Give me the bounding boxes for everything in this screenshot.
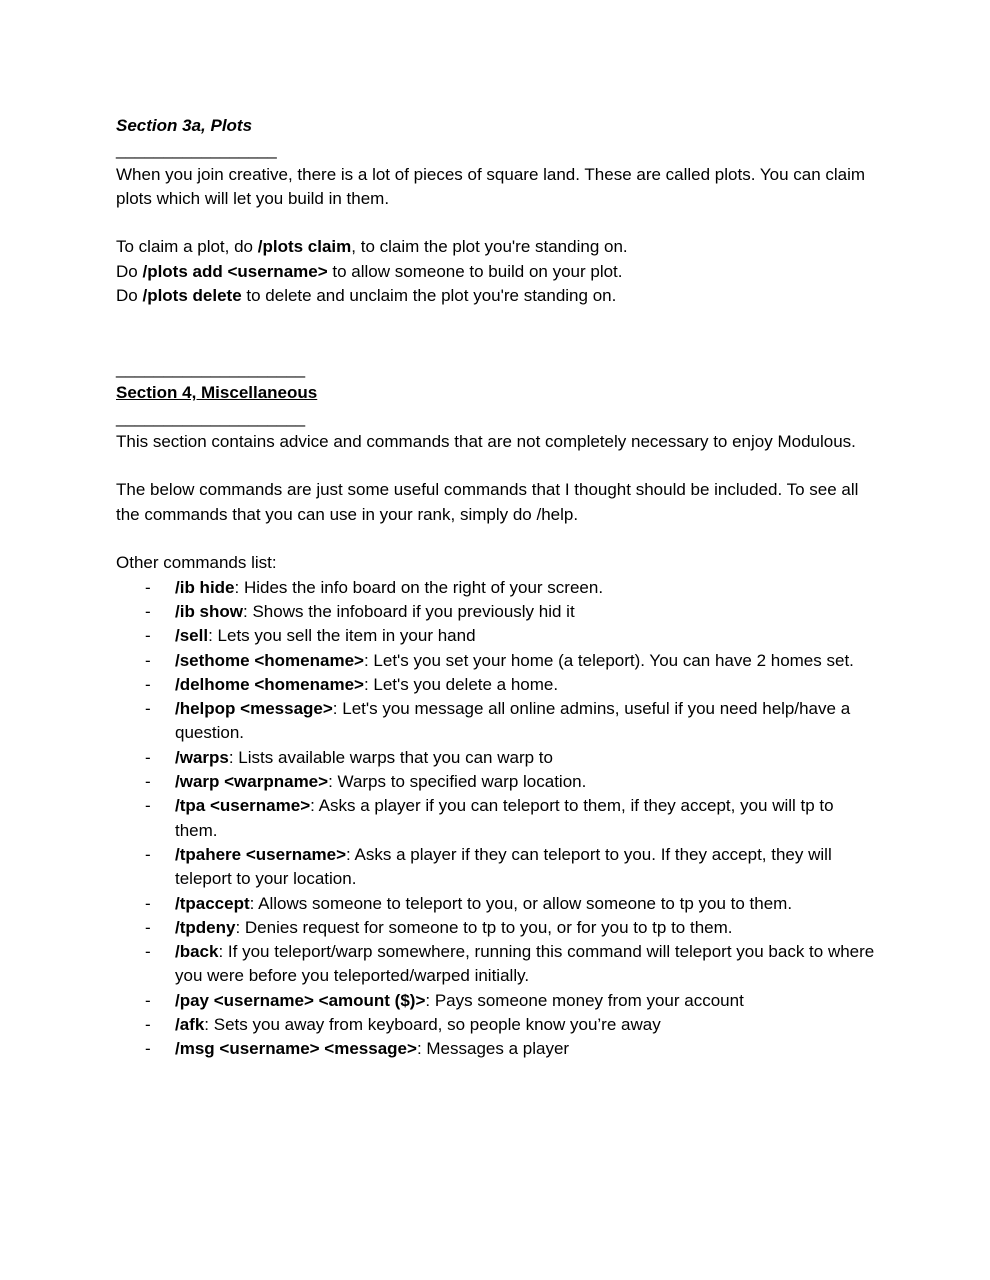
bullet-dash: -: [145, 747, 151, 767]
command-name: /afk: [175, 1014, 205, 1034]
command-description: : Lets you sell the item in your hand: [208, 626, 476, 646]
command-name: /pay <username> <amount ($)>: [175, 990, 426, 1010]
command-description: : Warps to specified warp location.: [328, 772, 587, 792]
command-text: /plots delete: [142, 286, 242, 306]
section-4-intro: This section contains advice and commands that are not completely necessary to enjoy Modulous.: [116, 431, 856, 451]
bullet-dash: -: [145, 626, 151, 646]
spacer: [116, 527, 876, 551]
bullet-dash: -: [145, 601, 151, 621]
command-name: /ib show: [175, 601, 243, 621]
command-name: /tpahere <username>: [175, 844, 347, 864]
command-description: : Shows the infoboard if you previously hid it: [243, 601, 575, 621]
command-list-item: [116, 892, 876, 916]
section-3a-intro: When you join creative, there is a lot of pieces of square land. These are called plots. You can claim plots which will let you build in them.: [116, 164, 866, 208]
section-3a-title: Section 3a, Plots: [116, 116, 253, 135]
command-description: : Let's you set your home (a teleport). You can have 2 homes set.: [363, 650, 854, 670]
command-description: : Let's you message all online admins, useful if you need help/have a question.: [175, 699, 851, 743]
line-text: to allow someone to build on your plot.: [327, 261, 623, 281]
command-list-item: [116, 746, 876, 770]
command-text: /plots add <username>: [142, 261, 328, 281]
command-name: /delhome <homename>: [175, 674, 364, 694]
command-description: : Lists available warps that you can warp to: [228, 747, 553, 767]
line-text: Do: [116, 261, 143, 281]
command-description: : Denies request for someone to tp to you, or for you to tp to them.: [235, 917, 733, 937]
plots-delete-line: [116, 284, 876, 308]
command-name: /sell: [175, 626, 209, 646]
command-list-item: [116, 843, 876, 892]
command-name: /helpop <message>: [175, 699, 333, 719]
command-list-item: [116, 940, 876, 989]
bullet-dash: -: [145, 990, 151, 1010]
command-list-item: [116, 770, 876, 794]
command-list-item: [116, 600, 876, 624]
command-description: : Allows someone to teleport to you, or allow someone to tp you to them.: [249, 893, 793, 913]
line-text: Do: [116, 286, 143, 306]
bullet-dash: -: [145, 917, 151, 937]
command-name: /msg <username> <message>: [175, 1039, 417, 1059]
command-list-item: [116, 697, 876, 746]
bullet-dash: -: [145, 699, 151, 719]
bullet-dash: -: [145, 1039, 151, 1059]
command-name: /tpaccept: [175, 893, 250, 913]
command-name: /ib hide: [175, 577, 235, 597]
bullet-dash: -: [145, 942, 151, 962]
bullet-dash: -: [145, 893, 151, 913]
commands-note: The below commands are just some useful commands that I thought should be included. To see all the commands that you can use in your rank, simply do /help.: [116, 480, 859, 524]
commands-list-title: Other commands list:: [116, 553, 277, 573]
command-list-item: [116, 916, 876, 940]
command-description: : Asks a player if they can teleport to you. If they accept, they will teleport to your location.: [175, 844, 832, 889]
plots-add-line: [116, 260, 876, 284]
plots-claim-line: [116, 235, 876, 259]
section-3a-rule: _________________: [116, 140, 277, 160]
command-list-item: [116, 1013, 876, 1037]
command-description: : Let's you delete a home.: [363, 674, 559, 694]
bullet-dash: -: [145, 772, 151, 792]
section-4-rule-top: ____________________: [116, 358, 306, 378]
command-name: /warp <warpname>: [175, 772, 329, 792]
command-description: : Pays someone money from your account: [425, 990, 744, 1010]
bullet-dash: -: [145, 577, 151, 597]
section-4-rule-bottom: ____________________: [116, 407, 306, 427]
bullet-dash: -: [145, 674, 151, 694]
bullet-dash: -: [145, 844, 151, 864]
line-text: to delete and unclaim the plot you're standing on.: [241, 286, 617, 306]
command-list-item: [116, 624, 876, 648]
line-text: To claim a plot, do: [116, 237, 258, 257]
document-page: [116, 114, 876, 1062]
bullet-dash: -: [145, 1014, 151, 1034]
bullet-dash: -: [145, 796, 151, 816]
spacer: [116, 308, 876, 357]
command-text: /plots claim: [257, 237, 352, 257]
command-list-item: [116, 1037, 876, 1061]
command-name: /tpdeny: [175, 917, 236, 937]
command-name: /tpa <username>: [175, 796, 311, 816]
command-description: : If you teleport/warp somewhere, running this command will teleport you back to where you were before you teleported/warped initially.: [175, 942, 875, 986]
command-description: : Sets you away from keyboard, so people know you’re away: [204, 1014, 661, 1034]
command-list-item: [116, 649, 876, 673]
command-description: : Asks a player if you can teleport to them, if they accept, you will tp to them.: [175, 796, 834, 840]
command-description: : Hides the info board on the right of your screen.: [234, 577, 604, 597]
bullet-dash: -: [145, 650, 151, 670]
spacer: [116, 211, 876, 235]
section-4-title: Section 4, Miscellaneous: [116, 383, 318, 403]
command-name: /back: [175, 942, 219, 962]
command-list-item: [116, 673, 876, 697]
command-name: /sethome <homename>: [175, 650, 364, 670]
command-list-item: [116, 794, 876, 843]
commands-list: [116, 576, 876, 1062]
spacer: [116, 454, 876, 478]
command-list-item: [116, 989, 876, 1013]
command-name: /warps: [175, 747, 229, 767]
line-text: , to claim the plot you're standing on.: [351, 237, 628, 257]
command-list-item: [116, 576, 876, 600]
command-description: : Messages a player: [416, 1039, 570, 1059]
